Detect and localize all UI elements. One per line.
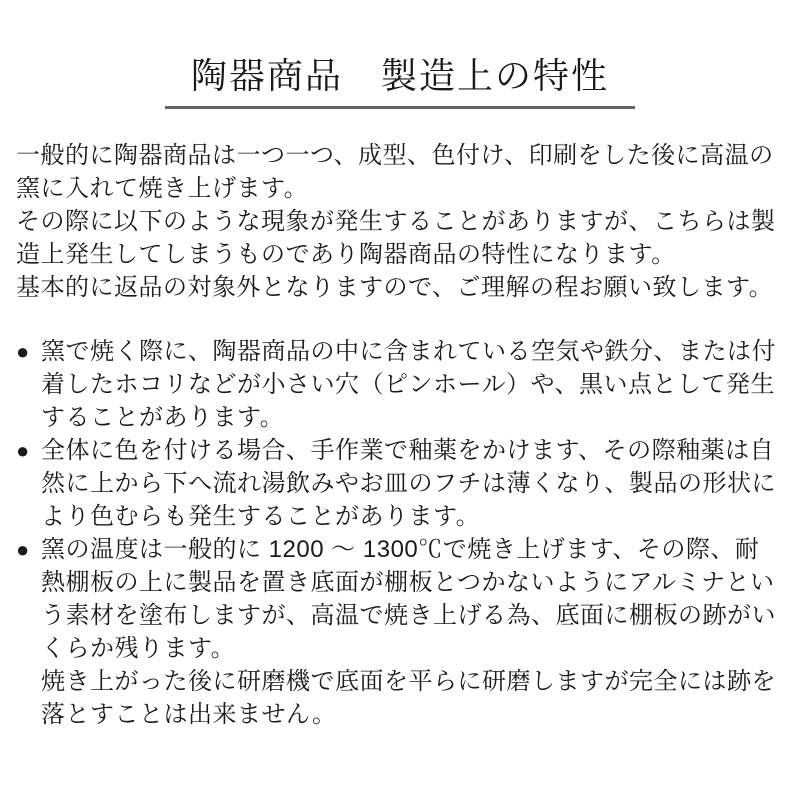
bullet-line: 全体に色を付ける場合、手作業で釉薬をかけます、その際釉薬は自 <box>41 437 775 465</box>
intro-paragraph <box>0 139 800 304</box>
bullet-text <box>41 434 784 533</box>
bullet-line: う素材を塗布しますが、高温で焼き上げる為、底面に棚板の跡がい <box>41 602 776 630</box>
intro-line: 窯に入れて焼き上げます。 <box>16 175 309 203</box>
bullet-list <box>0 335 800 731</box>
bullet-line: より色むらも発生することがあります。 <box>41 503 481 531</box>
bullet-line: 落とすことは出来ません。 <box>41 701 337 729</box>
bullet-item-kiln-marks <box>16 533 784 731</box>
bullet-line: 窯の温度は一般的に 1200 ～ 1300℃で焼き上げます、その際、耐 <box>41 536 760 564</box>
intro-line: 一般的に陶器商品は一つ一つ、成型、色付け、印刷をした後に高温の <box>16 142 774 170</box>
bullet-line: 然に上から下へ流れ湯飲みやお皿のフチは薄くなり、製品の形状に <box>41 470 776 498</box>
bullet-item-glaze <box>16 434 784 533</box>
bullet-line: 着したホコリなどが小さい穴（ピンホール）や、黒い点として発生 <box>41 371 776 399</box>
bullet-marker-icon: ● <box>16 339 30 365</box>
intro-line: その際に以下のような現象が発生することがありますが、こちらは製 <box>16 208 776 236</box>
bullet-marker-icon: ● <box>16 537 30 563</box>
bullet-line: することがあります。 <box>41 404 285 432</box>
bullet-text <box>41 335 784 434</box>
bullet-line: 焼き上がった後に研磨機で底面を平らに研磨しますが完全には跡を <box>41 668 776 696</box>
bullet-text <box>41 533 784 731</box>
bullet-marker-icon: ● <box>16 438 30 464</box>
bullet-line: くらか残ります。 <box>41 635 236 663</box>
title-section <box>0 0 800 109</box>
bullet-line: 熱棚板の上に製品を置き底面が棚板とつかないようにアルミナとい <box>41 569 775 597</box>
bullet-line: 窯で焼く際に、陶器商品の中に含まれている空気や鉄分、または付 <box>41 338 776 366</box>
bullet-item-pinholes <box>16 335 784 434</box>
intro-line: 基本的に返品の対象外となりますので、ご理解の程お願い致します。 <box>16 274 774 302</box>
intro-line: 造上発生してしまうものであり陶器商品の特性になります。 <box>16 241 676 269</box>
page-title: 陶器商品 製造上の特性 <box>165 54 635 109</box>
